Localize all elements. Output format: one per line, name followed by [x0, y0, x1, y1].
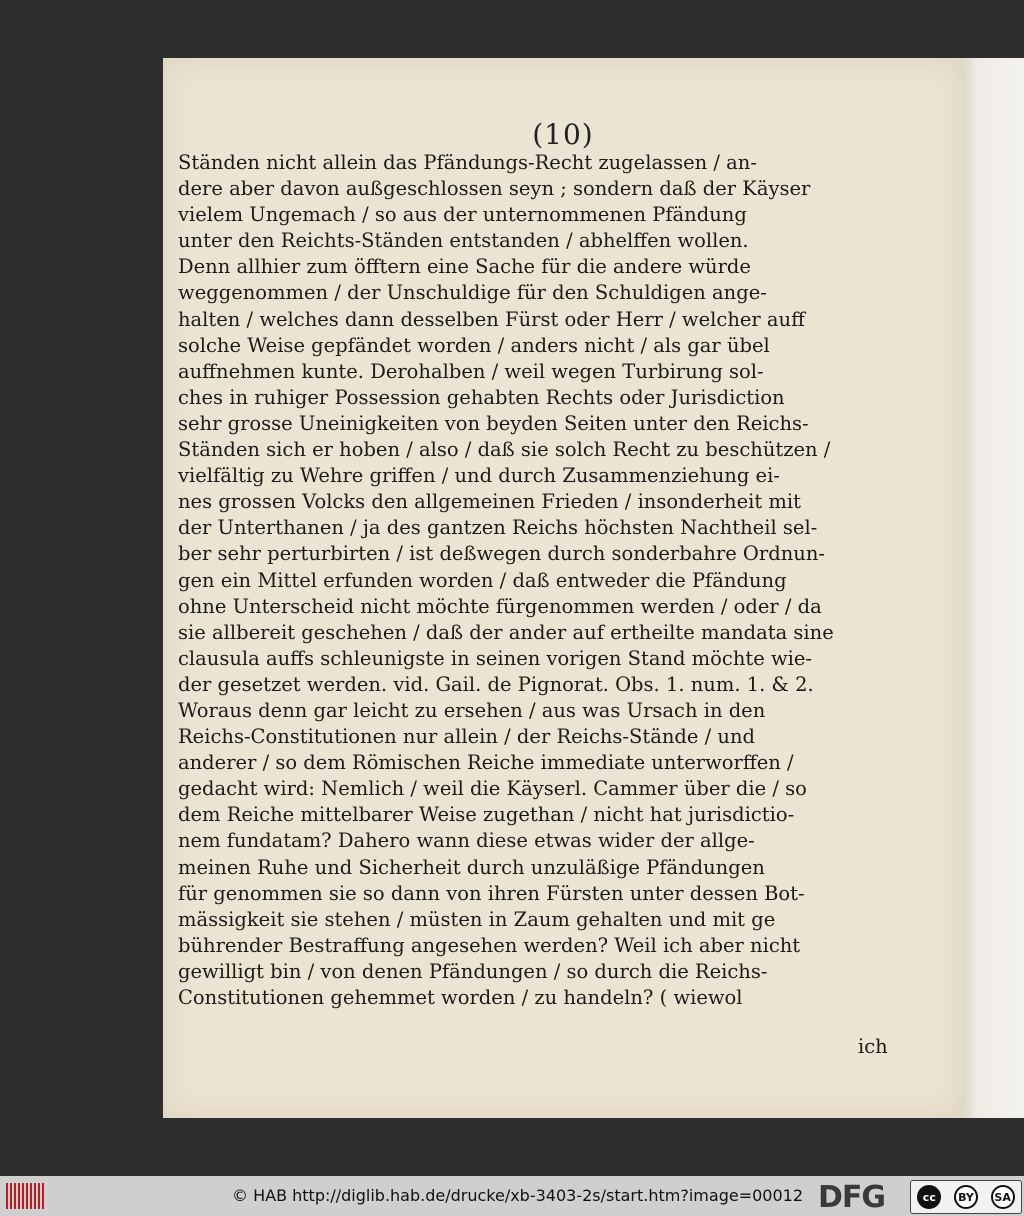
text-line: gewilligt bin / von denen Pfändungen / so durch die Reichs-	[178, 959, 768, 983]
text-line: Reichs-Constitutionen nur allein / der Reichs-Stände / und	[178, 725, 755, 749]
text-line: Ständen nicht allein das Pfändungs-Recht zugelassen / an-	[178, 151, 757, 174]
text-line: weggenommen / der Unschuldige für den Schuldigen ange-	[178, 281, 767, 305]
page-text	[178, 150, 893, 1011]
text-line: Woraus denn gar leicht zu ersehen / aus was Ursach in den	[178, 698, 766, 722]
text-line: der gesetzet werden. vid. Gail. de Pignorat. Obs. 1. num. 1. & 2.	[178, 672, 814, 696]
text-line: mässigkeit sie stehen / müsten in Zaum gehalten und mit ge	[178, 907, 776, 931]
text-line: halten / welches dann desselben Fürst oder Herr / welcher auff	[178, 307, 805, 331]
text-line: solche Weise gepfändet worden / anders nicht / als gar übel	[178, 333, 770, 357]
text-line: meinen Ruhe und Sicherheit durch unzuläßige Pfändungen	[178, 855, 765, 879]
text-line: Constitutionen gehemmet worden / zu handeln? ( wiewol	[178, 986, 743, 1009]
text-line: nem fundatam? Dahero wann diese etwas wider der allge-	[178, 829, 755, 853]
text-line: sie allbereit geschehen / daß der ander auf ertheilte mandata sine	[178, 620, 834, 644]
text-line: auffnehmen kunte. Derohalben / weil wegen Turbirung sol-	[178, 359, 764, 383]
page-number: (10)	[532, 118, 594, 151]
text-line: nes grossen Volcks den allgemeinen Frieden / insonderheit mit	[178, 490, 801, 514]
dfg-logo: DFG	[818, 1180, 886, 1215]
text-line: der Unterthanen / ja des gantzen Reichs höchsten Nachtheil sel-	[178, 516, 818, 540]
text-line: clausula auffs schleunigste in seinen vorigen Stand möchte wie-	[178, 646, 813, 670]
copyright-link[interactable]: © HAB http://diglib.hab.de/drucke/xb-3403-2s/start.htm?image=00012	[232, 1186, 803, 1205]
text-line: Ständen sich er hoben / also / daß sie solch Recht zu beschützen /	[178, 438, 831, 462]
footer-bar	[0, 1176, 1024, 1216]
text-line: vielfältig zu Wehre griffen / und durch Zusammenziehung ei-	[178, 464, 780, 488]
adjacent-page-edge	[958, 58, 1024, 1118]
text-line: anderer / so dem Römischen Reiche immediate unterworffen /	[178, 751, 794, 775]
text-line: ber sehr perturbirten / ist deßwegen durch sonderbahre Ordnun-	[178, 542, 825, 566]
cc-icon: cc	[917, 1185, 941, 1209]
text-line: Denn allhier zum öfftern eine Sache für die andere würde	[178, 255, 751, 279]
text-line: für genommen sie so dann von ihren Fürsten unter dessen Bot-	[178, 881, 805, 905]
text-line: gedacht wird: Nemlich / weil die Käyserl. Cammer über die / so	[178, 777, 807, 801]
sa-icon: SA	[991, 1185, 1015, 1209]
text-line: unter den Reichts-Ständen entstanden / abhelffen wollen.	[178, 229, 749, 253]
text-line: dere aber davon außgeschlossen seyn ; sondern daß der Käyser	[178, 177, 811, 201]
text-line: ches in ruhiger Possession gehabten Rechts oder Jurisdiction	[178, 385, 785, 409]
text-line: dem Reiche mittelbarer Weise zugethan / nicht hat jurisdictio-	[178, 803, 795, 827]
text-line: gen ein Mittel erfunden worden / daß entweder die Pfändung	[178, 568, 787, 592]
license-badge[interactable]	[910, 1180, 1022, 1214]
text-line: sehr grosse Uneinigkeiten von beyden Seiten unter den Reichs-	[178, 411, 809, 435]
text-line: vielem Ungemach / so aus der unternommenen Pfändung	[178, 203, 747, 227]
text-line: ohne Unterscheid nicht möchte fürgenommen werden / oder / da	[178, 594, 822, 618]
catchword: ich	[858, 1035, 888, 1058]
barcode-logo-icon	[6, 1183, 46, 1209]
by-icon: BY	[954, 1185, 978, 1209]
text-line: bührender Bestraffung angesehen werden? Weil ich aber nicht	[178, 933, 801, 957]
